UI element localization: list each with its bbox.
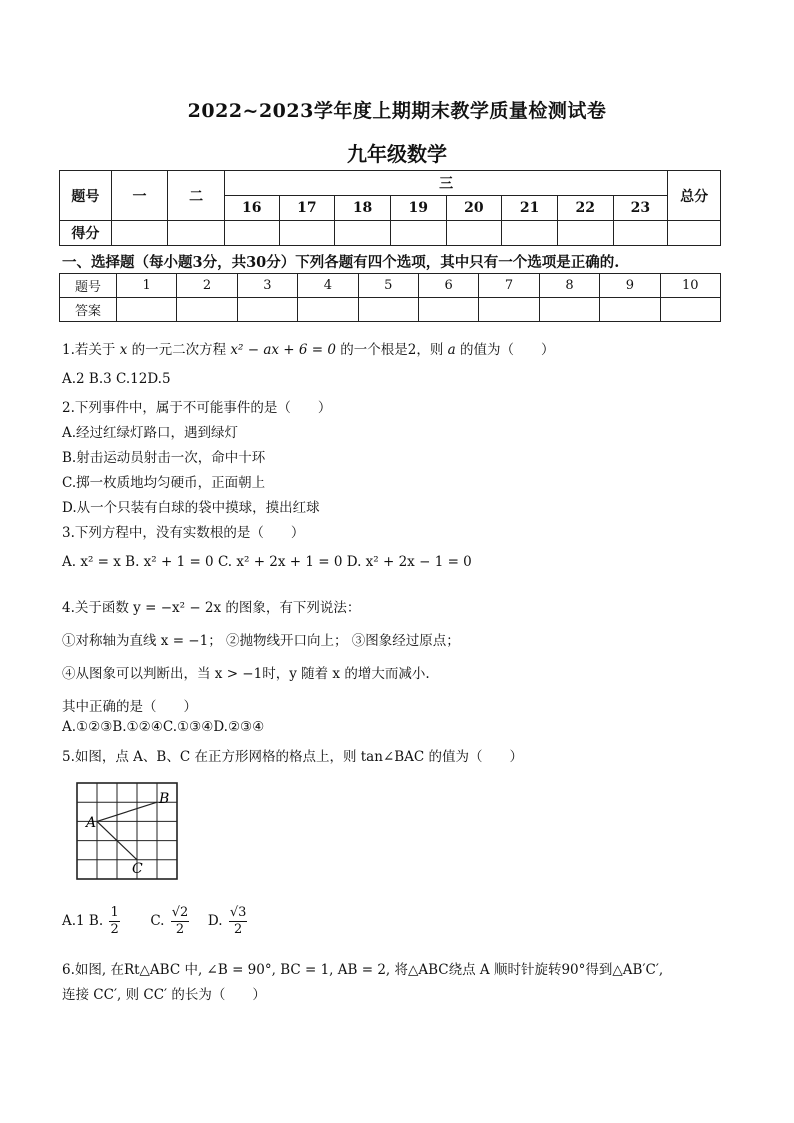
section1-heading: 一、选择题（每小题3分，共30分）下列各题有四个选项，其中只有一个选项是正确的. <box>62 254 620 271</box>
q4-statements-1: ①对称轴为直线 x = −1； ②抛物线开口向上； ③图象经过原点； <box>62 633 460 649</box>
answer-cell[interactable] <box>116 298 176 322</box>
q4-statements-2: ④从图象可以判断出，当 x > −1时，y 随着 x 的增大而减小. <box>62 666 430 682</box>
exam-title: 2022~2023学年度上期期末教学质量检测试卷 <box>187 100 607 122</box>
q4-prompt: 其中正确的是（ ） <box>62 699 197 715</box>
q4-options: A.①②③B.①②④C.①③④D.②③④ <box>62 719 265 735</box>
fraction-numerator: 1 <box>110 905 119 920</box>
q5-option-text: D. <box>207 913 223 929</box>
score-cell[interactable] <box>668 221 721 246</box>
answer-cell[interactable] <box>418 298 478 322</box>
answer-cell[interactable] <box>177 298 237 322</box>
score-cell[interactable] <box>168 221 225 246</box>
q1-equation: x² − ax + 6 = 0 <box>230 342 336 358</box>
q2-stem: 2.下列事件中，属于不可能事件的是（ ） <box>62 400 332 416</box>
score-cell[interactable] <box>224 221 279 246</box>
fraction-numerator: √2 <box>171 905 189 920</box>
q1-text: 的一个根是2，则 <box>340 342 444 358</box>
answer-num: 6 <box>418 274 478 298</box>
score-sub-23: 23 <box>613 196 668 221</box>
score-sub-21: 21 <box>502 196 558 221</box>
fraction-denominator: 2 <box>110 922 119 937</box>
q6-stem-2: 连接 CC′, 则 CC′ 的长为（ ） <box>62 987 266 1003</box>
score-cell[interactable] <box>502 221 558 246</box>
q3-options: A. x² = x B. x² + 1 = 0 C. x² + 2x + 1 = 0 D. x² + 2x − 1 = 0 <box>62 554 472 570</box>
score-total: 总分 <box>668 171 721 221</box>
q2-option-b: B.射击运动员射击一次，命中十环 <box>62 450 266 466</box>
answer-cell[interactable] <box>479 298 539 322</box>
q5-fraction-c <box>171 905 190 938</box>
score-cell[interactable] <box>390 221 446 246</box>
score-label-no: 题号 <box>60 171 112 221</box>
q1-text: 的值为（ ） <box>460 342 555 358</box>
answer-num: 7 <box>479 274 539 298</box>
score-sec2: 二 <box>168 171 225 221</box>
q5-option-text: C. <box>150 913 165 929</box>
score-sub-20: 20 <box>446 196 502 221</box>
q1-text: 的一元二次方程 <box>131 342 227 358</box>
q5-label-b: B <box>159 791 170 807</box>
q5-option-text: A.1 B. <box>62 913 104 929</box>
q6-stem-1: 6.如图, 在Rt△ABC 中, ∠B = 90°, BC = 1, AB = 2, 将△ABC绕点 A 顺时针旋转90°得到△AB′C′, <box>62 962 664 978</box>
q1-stem <box>62 338 555 358</box>
answer-num: 4 <box>298 274 358 298</box>
score-label-score: 得分 <box>60 221 112 246</box>
score-sub-18: 18 <box>335 196 391 221</box>
q5-label-c: C <box>132 861 143 877</box>
q2-option-a: A.经过红绿灯路口，遇到绿灯 <box>62 425 239 441</box>
q5-fraction-d <box>229 905 248 938</box>
score-cell[interactable] <box>557 221 613 246</box>
q2-option-c: C.掷一枚质地均匀硬币，正面朝上 <box>62 475 266 491</box>
q1-var-x: x <box>119 342 128 358</box>
score-cell[interactable] <box>279 221 335 246</box>
q5-fraction-b <box>109 905 119 938</box>
q5-options <box>62 905 249 938</box>
answer-num: 10 <box>660 274 720 298</box>
score-sub-22: 22 <box>557 196 613 221</box>
score-cell[interactable] <box>613 221 668 246</box>
q2-option-d: D.从一个只装有白球的袋中摸球，摸出红球 <box>62 500 320 516</box>
q1-var-a: a <box>447 342 456 358</box>
q3-stem: 3.下列方程中，没有实数根的是（ ） <box>62 525 305 541</box>
answer-num: 5 <box>358 274 418 298</box>
score-table <box>59 170 721 246</box>
answer-cell[interactable] <box>358 298 418 322</box>
score-sec3: 三 <box>224 171 667 196</box>
score-sub-17: 17 <box>279 196 335 221</box>
fraction-denominator: 2 <box>233 922 243 937</box>
q1-options: A.2 B.3 C.12D.5 <box>62 371 171 387</box>
answer-cell[interactable] <box>298 298 358 322</box>
answer-num: 3 <box>237 274 297 298</box>
answer-table <box>59 273 721 322</box>
answer-cell[interactable] <box>539 298 599 322</box>
score-cell[interactable] <box>335 221 391 246</box>
answer-num: 8 <box>539 274 599 298</box>
fraction-numerator: √3 <box>229 905 247 920</box>
score-sub-16: 16 <box>224 196 279 221</box>
q5-grid-figure <box>76 781 178 881</box>
answer-cell[interactable] <box>600 298 660 322</box>
exam-subtitle: 九年级数学 <box>347 142 447 166</box>
answer-cell[interactable] <box>660 298 720 322</box>
score-sub-19: 19 <box>390 196 446 221</box>
q5-stem: 5.如图，点 A、B、C 在正方形网格的格点上，则 tan∠BAC 的值为（ ） <box>62 749 524 765</box>
answer-label-no: 题号 <box>60 274 117 298</box>
answer-num: 2 <box>177 274 237 298</box>
q4-stem: 4.关于函数 y = −x² − 2x 的图象，有下列说法： <box>62 600 361 616</box>
score-cell[interactable] <box>111 221 168 246</box>
q1-text: 1.若关于 <box>62 342 116 358</box>
answer-label-ans: 答案 <box>60 298 117 322</box>
fraction-denominator: 2 <box>175 922 185 937</box>
answer-num: 1 <box>116 274 176 298</box>
score-cell[interactable] <box>446 221 502 246</box>
q5-label-a: A <box>86 815 97 831</box>
answer-num: 9 <box>600 274 660 298</box>
score-sec1: 一 <box>111 171 168 221</box>
answer-cell[interactable] <box>237 298 297 322</box>
